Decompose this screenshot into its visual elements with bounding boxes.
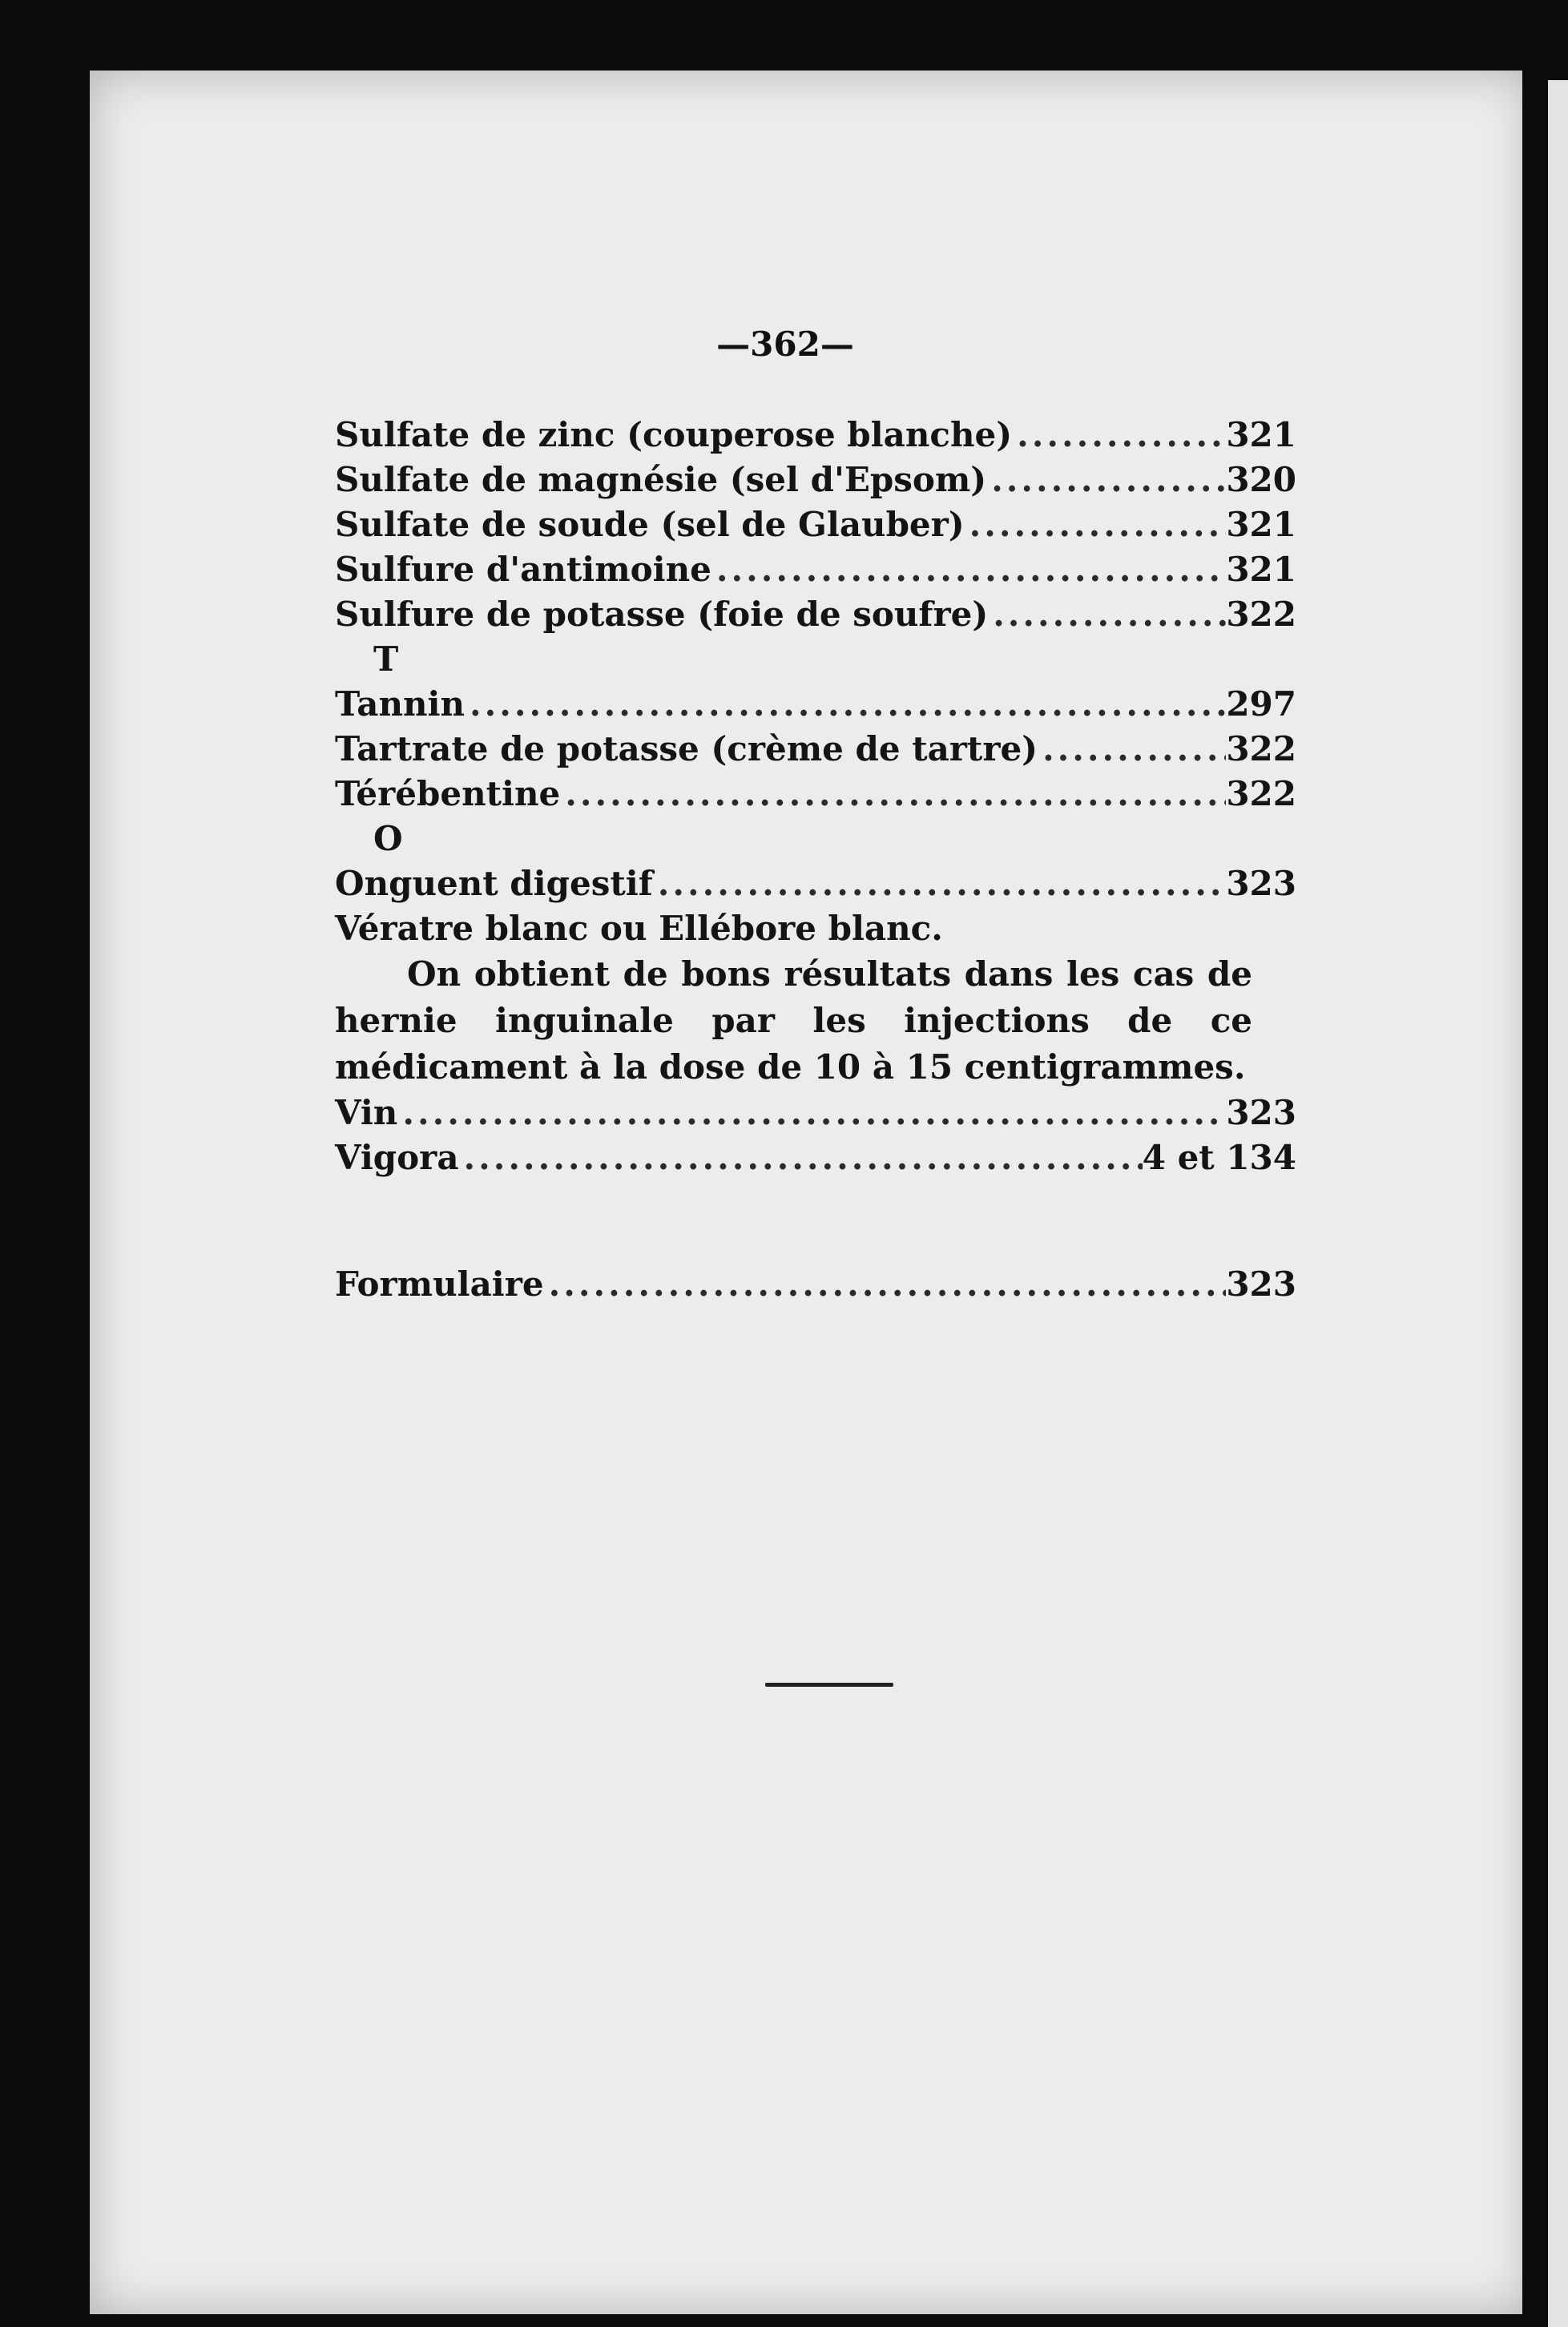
leader-dots [459, 1135, 1143, 1180]
index-entry [335, 1135, 1296, 1180]
leader-dots [711, 547, 1226, 592]
entry-page: 322 [1226, 774, 1296, 813]
entry-page: 322 [1226, 595, 1296, 634]
index-entry [335, 413, 1296, 458]
index-entry [335, 682, 1296, 727]
entry-page: 323 [1226, 1093, 1296, 1132]
entry-name: Vigora [335, 1138, 459, 1177]
leader-dots [465, 682, 1226, 727]
leader-dots [653, 861, 1227, 906]
entry-name: Térébentine [335, 774, 561, 813]
leader-dots [544, 1262, 1227, 1307]
entry-name: Sulfate de magnésie (sel d'Epsom) [335, 460, 987, 499]
entry-name: Tannin [335, 684, 466, 724]
entry-page: 323 [1226, 864, 1296, 903]
leader-dots [988, 592, 1226, 637]
entry-name: Sulfure d'antimoine [335, 550, 711, 589]
adjacent-page-edge [1548, 80, 1568, 2327]
index-entry [335, 1091, 1296, 1135]
index-entry [335, 547, 1296, 592]
entry-page: 321 [1226, 550, 1296, 589]
veratre-paragraph: On obtient de bons résultats dans les cas de hernie inguinale par les injections de ce médicament à la dose de 10 à 15 centigrammes. [335, 954, 1252, 1087]
entry-name: Tartrate de potasse (crème de tartre) [335, 729, 1038, 768]
leader-dots [1038, 727, 1226, 772]
index-entry [335, 1262, 1296, 1307]
leader-dots [397, 1091, 1226, 1135]
entry-name: Onguent digestif [335, 864, 653, 903]
entry-name: Sulfate de soude (sel de Glauber) [335, 505, 965, 544]
index-list [335, 413, 1296, 1180]
entry-name: Sulfure de potasse (foie de soufre) [335, 595, 989, 634]
index-entry [335, 772, 1296, 817]
entry-page: 322 [1226, 729, 1296, 768]
entry-page: 321 [1226, 505, 1296, 544]
entry-name: Vin [335, 1093, 398, 1132]
leader-dots [986, 458, 1226, 502]
leader-dots [560, 772, 1226, 817]
entry-page: 297 [1226, 684, 1296, 724]
formulaire-section [335, 1262, 1296, 1307]
entry-page: 320 [1226, 460, 1296, 499]
section-letter-t: T [373, 639, 399, 679]
entry-name: Formulaire [335, 1264, 544, 1304]
index-entry [335, 861, 1296, 906]
index-entry [335, 458, 1296, 502]
leader-dots [965, 502, 1227, 547]
section-letter-o: O [373, 819, 403, 858]
veratre-heading: Vératre blanc ou Ellébore blanc. [335, 909, 943, 948]
page-number: —362— [716, 325, 854, 364]
index-entry [335, 502, 1296, 547]
index-entry [335, 727, 1296, 772]
book-page [90, 71, 1532, 2314]
end-ornament [765, 1683, 893, 1687]
index-entry [335, 592, 1296, 637]
page-gutter [1522, 71, 1550, 2327]
entry-name: Sulfate de zinc (couperose blanche) [335, 415, 1013, 454]
entry-page: 321 [1226, 415, 1296, 454]
entry-page: 323 [1226, 1264, 1296, 1304]
leader-dots [1012, 413, 1226, 458]
entry-page: 4 et 134 [1142, 1138, 1296, 1177]
